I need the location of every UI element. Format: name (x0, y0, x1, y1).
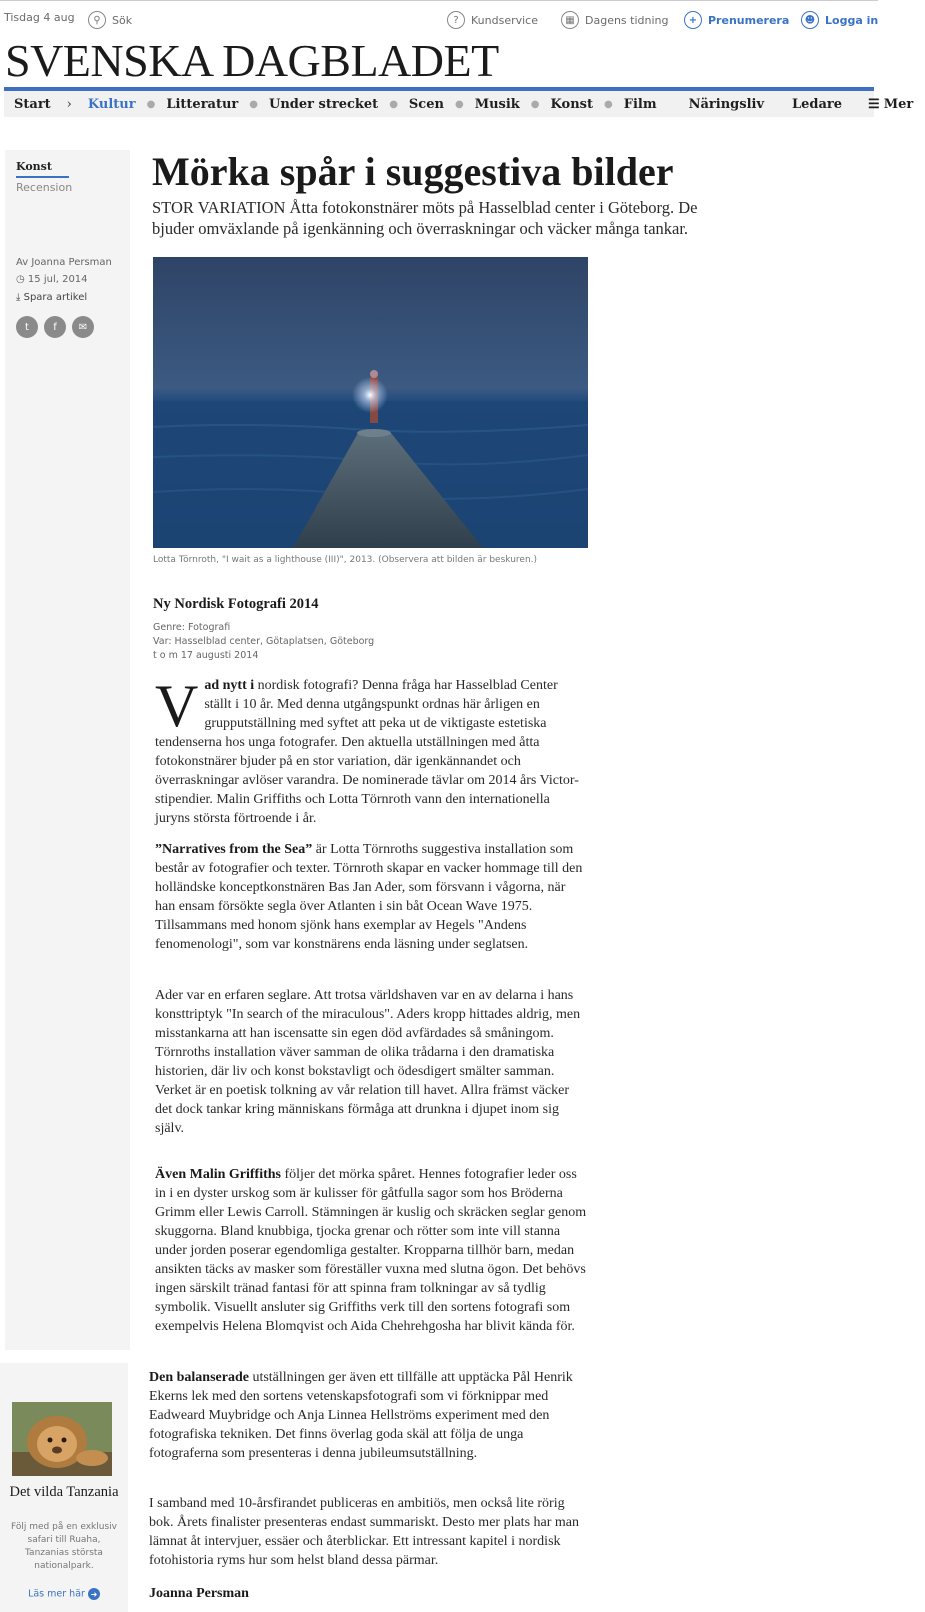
todays-paper-link[interactable] (561, 11, 669, 29)
facebook-icon[interactable]: f (44, 316, 66, 338)
customer-service-link[interactable] (447, 11, 538, 29)
publish-date (16, 274, 88, 285)
subscribe-label: Prenumerera (708, 13, 790, 27)
body-paragraph-1 (155, 673, 587, 828)
ad-link-label: Läs mer här (28, 1588, 85, 1600)
date-label: Tisdag 4 aug (4, 11, 75, 24)
mail-icon[interactable]: ✉ (72, 316, 94, 338)
nav-dot: ● (249, 98, 259, 110)
site-logo[interactable]: SVENSKA DAGBLADET (5, 35, 499, 86)
nav-litteratur[interactable]: Litteratur (166, 96, 239, 112)
article-photo[interactable] (153, 257, 588, 548)
login-label: Logga in (825, 13, 879, 27)
article-lead: STOR VARIATION Åtta fotokonstnärer möts på Hasselblad center i Göteborg. De bjuder omväxlande på igenkänning och överraskningar och väcker många tankar. (152, 198, 698, 238)
ad-read-more-link[interactable] (0, 1588, 128, 1600)
paragraph-text: Ader var en erfaren seglare. Att trotsa världshaven var en av delarna i hans konsttriptyk "In search of the miraculous". Aders kropp hittades aldrig, men misstankarna att han iscensatte sin egen död avfärdades så småningom. Törnroths installation väver samman de olika trådarna i den dramatiska historien, där liv och konst bokstavligt och ödesdigert smälter samman. Verket är en poetisk tolkning av vår relation till havet. Allra främst väcker det dock tankar kring människans förmåga att drunkna i djupet inom sig själv. (155, 988, 581, 1136)
category-underline (16, 176, 69, 178)
paragraph-text: följer det mörka spåret. Hennes fotografier leder oss in i en dyster urskog som är kulisser för gåtfulla sagor som hos Bröderna Grimm eller Lewis Carroll. Stämningen är kuslig och skräcken seglar genom skuggorna. Bland knubbiga, tjocka grenar och rötter som inte vill stanna under jorden poserar egendomliga gestalter. Kropparna tillhör barn, medan ansikten täcks av masker som föreställer vuxna med slutna ögon. Det behövs ingen särskilt tränad fantasi för att spinna fram tolkningar av så tydlig symbolik. Visuellt ansluter sig Griffiths verk till den sortens fotografi som exempelvis Helena Blomqvist och Aida Chehrehgosha har blivit kända för. (155, 1167, 587, 1334)
category-link[interactable]: Konst (16, 160, 52, 173)
save-article-label: Spara artikel (23, 292, 88, 303)
paragraph-text: I samband med 10-årsfirandet publiceras en ambitiös, men också lite rörig bok. Årets finalister presenteras endast summariskt. Desto mer plats har man lämnat åt intervjuer, essäer och återblickar. Ett intressant kapitel i nordisk fotohistoria ryms hur som helst bland dessa pärmar. (149, 1496, 579, 1568)
clock-icon: ◷ (16, 274, 25, 285)
nav-dot: ● (389, 98, 398, 110)
lighthouse-photo-illustration (153, 257, 588, 548)
nav-ledare[interactable]: Ledare (792, 96, 843, 112)
nav-dot: ● (146, 98, 156, 110)
nav-more-label: Mer (883, 96, 914, 112)
search-button[interactable] (88, 11, 132, 29)
ad-text: Följ med på en exklusiv safari till Ruaha, Tanzanias största nationalpark. (11, 1522, 117, 1571)
lion-image (12, 1402, 112, 1476)
lead-in: ”Narratives from the Sea” (155, 842, 313, 857)
newspaper-icon: ▦ (561, 11, 579, 29)
photo-caption: Lotta Törnroth, "I wait as a lighthouse (III)", 2013. (Observera att bilden är beskuren.) (153, 555, 538, 565)
body-paragraph-3 (155, 986, 587, 1138)
nav-film[interactable]: Film (623, 96, 657, 112)
chevron-right-icon: › (66, 96, 72, 112)
nav-dot: ● (454, 98, 464, 110)
subcategory-label: Recension (16, 181, 73, 194)
article-byline: Joanna Persman (149, 1586, 249, 1601)
download-icon: ⤓ (16, 292, 21, 303)
nav-kultur[interactable]: Kultur (87, 96, 136, 112)
top-utility-bar (0, 0, 878, 38)
drop-cap: V (155, 673, 199, 739)
nav-start[interactable]: Start (14, 96, 51, 112)
twitter-icon[interactable]: t (16, 316, 38, 338)
article-sidebar (5, 150, 130, 1350)
add-user-icon: + (684, 11, 702, 29)
nav-under-strecket[interactable]: Under strecket (269, 96, 379, 112)
factbox-dates: t o m 17 augusti 2014 (153, 650, 259, 661)
login-link[interactable] (801, 11, 878, 29)
save-article-button[interactable] (16, 292, 87, 303)
ad-title: Det vilda Tanzania (9, 1484, 119, 1500)
subscribe-link[interactable] (684, 11, 789, 29)
customer-service-label: Kundservice (471, 13, 538, 27)
paragraph-text: är Lotta Törnroths suggestiva installation som består av fotografier och texter. Törnroth skapar en vacker hommage till den holländske konceptkonstnären Bas Jan Ader, som försvann i vågorna, när han ensam försökte segla över Atlanten i sin båt Ocean Wave 1975. Tillsammans med honom sjönk hans exemplar av Hegels "Andens fenomenologi", som var konstnärens enda läsning under seglatsen. (155, 842, 583, 952)
nav-musik[interactable]: Musik (474, 96, 520, 112)
search-label: Sök (112, 13, 133, 27)
paragraph-text: utställningen ger även ett tillfälle att upptäcka Pål Henrik Ekerns lek med den sortens vetenskapsfotografi som vi förknippar med Eadweard Muybridge och Anja Linnea Hellströms experiment med den fotografiska tekniken. Det finns överlag goda skäl att följa de unga fotograferna som presenteras i denna jubileumsutställning. (149, 1370, 573, 1461)
paragraph-text: nordisk fotografi? Denna fråga har Hasselblad Center ställt i 10 år. Med denna utgångspunkt ordnas här årligen en grupputställning med syftet att peka ut de viktigaste estetiska tendenserna hos unga fotografer. Den aktuella utställningen med åtta fotokonstnärer bjuder på en stor variation, där igenkännandet och överraskningar avlöser varandra. De nominerade tävlar om 2014 års Victor-stipendier. Malin Griffiths och Lotta Törnroth vann den internationella juryns största förtroende i år. (155, 678, 579, 826)
body-paragraph-6 (149, 1494, 581, 1570)
body-paragraph-5 (149, 1368, 581, 1463)
nav-konst[interactable]: Konst (550, 96, 593, 112)
lion-illustration (12, 1402, 112, 1476)
ad-box[interactable] (0, 1363, 128, 1612)
arrow-right-icon: ➜ (88, 1588, 100, 1600)
lead-in: Den balanserade (149, 1370, 249, 1385)
nav-more-button[interactable] (856, 91, 925, 117)
factbox-genre: Genre: Fotografi (153, 622, 231, 633)
nav-dot: ● (530, 98, 540, 110)
nav-dot: ● (604, 98, 613, 110)
lead-in: ad nytt i (204, 678, 255, 693)
article-headline: Mörka spår i suggestiva bilder (152, 149, 674, 194)
menu-icon: ☰ (868, 96, 880, 112)
factbox-venue: Var: Hasselblad center, Götaplatsen, Göteborg (153, 636, 375, 647)
question-icon: ? (447, 11, 465, 29)
search-icon: ⚲ (88, 11, 106, 29)
body-paragraph-2 (155, 840, 587, 954)
lead-in: Även Malin Griffiths (155, 1167, 281, 1182)
main-nav (4, 91, 914, 117)
nav-naringsliv[interactable]: Näringsliv (688, 96, 764, 112)
user-icon: ☻ (801, 11, 819, 29)
publish-date-text: 15 jul, 2014 (27, 274, 88, 285)
todays-paper-label: Dagens tidning (585, 13, 669, 27)
nav-scen[interactable]: Scen (408, 96, 444, 112)
factbox-title: Ny Nordisk Fotografi 2014 (153, 596, 319, 612)
author-label: Av Joanna Persman (16, 257, 112, 268)
body-paragraph-4 (155, 1165, 587, 1354)
